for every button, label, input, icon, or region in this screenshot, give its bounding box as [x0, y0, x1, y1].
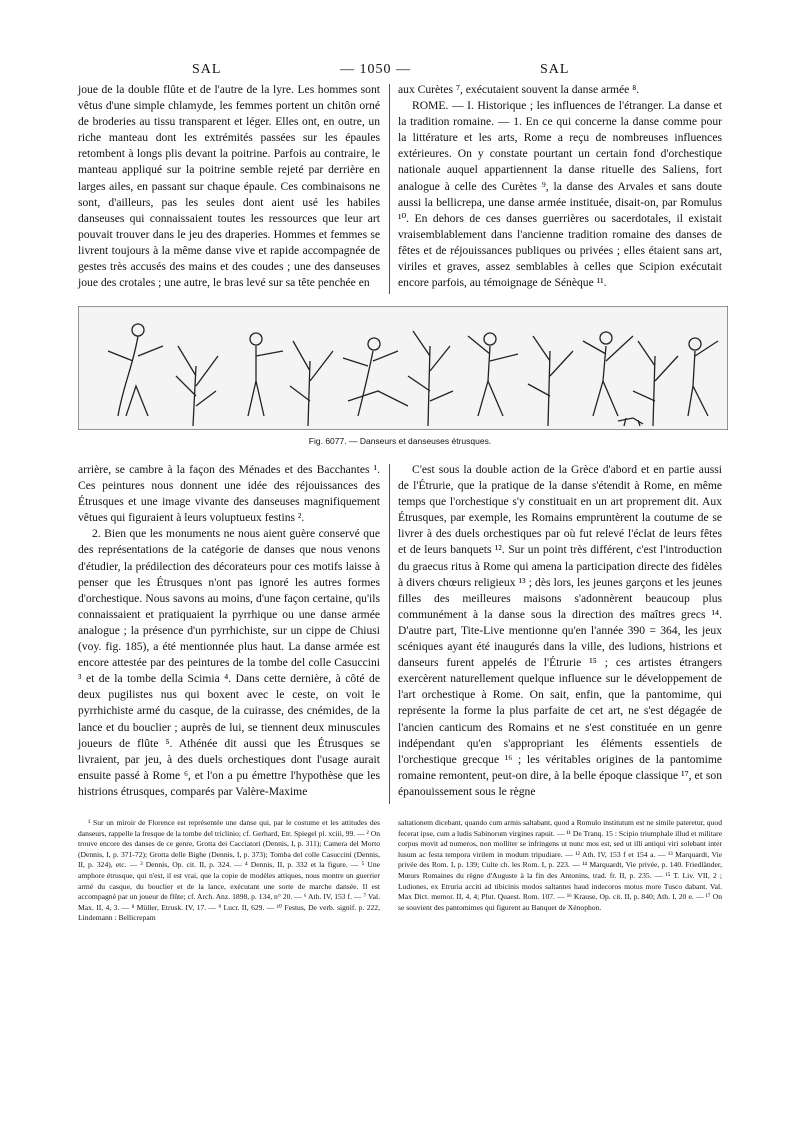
footnotes-left — [78, 818, 380, 924]
paragraph: joue de la double flûte et de l'autre de la lyre. Les hommes sont vêtus d'une simple chlamyde, les femmes portent un chitôn orné de broderies au tissu transparent et léger. Elles ont, en outre, un riche manteau dont les extrémités passées sur les épaules retombent à longs plis devant la poitrine. Parfois au contraire, le manteau appliqué sur la poitrine semble rejeté par derrière en larges ailes, en passant sur chaque épaule. Ces combinaisons ne sont, d'ailleurs, pas les seules dont aient usé les habiles danseuses qui connaissaient toutes les ressources que leur art pouvait trouver dans le jeu des draperies. Hommes et femmes se livrent toujours à la même danse vive et rapide accompagnée de gestes très accusés des mains et des coudes ; une des danseuses joue des crotales ; une autre, le bras levé sur sa tête penchée en — [78, 83, 380, 290]
header-right: SAL — [540, 62, 570, 77]
paragraph: 2. Bien que les monuments ne nous aient guère conservé que des représentations de la catégorie de danses que nous venons d'étudier, la prédilection des décorateurs pour ces motifs laisse à penser que les Étrusques n'ont pas ignoré les autres formes d'orchestique. Nous savons au moins, d'une façon certaine, qu'ils connaissaient et pratiquaient la pyrrhique ou une danse armée analogue ; la présence d'un pyrrhichiste, sur un cippe de Chiusi (voy. fig. 185), a été mentionnée plus haut. La danse armée est encore attestée par des peintures de la tombe del colle Casuccini ³ et de la tombe della Scimia ⁴. Dans cette dernière, à côté de deux pugilistes nus qui boxent avec le ceste, on voit le pyrrhichiste armé du casque, de la cuirasse, des cnémides, de la lance et du bouclier ; auprès de lui, se tiennent deux minuscules joueurs de flûte ⁵. Athénée dit aussi que les Étrusques se livraient, par jeu, à des duels orchestiques dont l'usage aurait ensuite passé à Rome ⁶, et l'on a pu émettre l'hypothèse que les histrions étrusques, comparés par Valère-Maxime — [78, 527, 380, 798]
paragraph: ROME. — I. Historique ; les influences de l'étranger. La danse et la tradition romaine. — 1. En ce qui concerne la danse comme pour la littérature et les arts, Rome a reçu de nombreuses influences extérieures. On y constate pourtant un certain fond d'orchestique nationale auquel appartiennent la danse rituelle des Saliens, fort analogue à celle des Curètes ⁹, la danse des Arvales et sans doute aussi la bellicrepa, une danse armée instituée, disait-on, par Romulus ¹⁰. En dehors de ces danses guerrières ou sacerdotales, il existait vraisemblablement dans l'ancienne tradition romaine des danses de fêtes et de réjouissances publiques ou privées ; elles étaient sans art, viriles et graves, assez semblables à celles que Scipion exécutait encore parfois, au témoignage de Sénèque ¹¹. — [398, 99, 722, 290]
header-left: SAL — [192, 62, 222, 77]
page-number: — 1050 — — [340, 62, 411, 77]
bottom-right-column — [398, 462, 722, 800]
etruscan-dancers-illustration — [78, 306, 728, 430]
figure-caption: Fig. 6077. — Danseurs et danseuses étrusques. — [308, 436, 492, 446]
paragraph: aux Curètes ⁷, exécutaient souvent la danse armée ⁸. — [398, 83, 640, 96]
column-divider-top — [389, 84, 390, 294]
footnote-text: saltationem dicebant, quando cum armis saltabant, quod a Romulo institutum est ne simile pateretur, quod fecerat ipse, cum a ludis Sabinorum virgines rapuit. — ¹¹ De Tranq. 15 : Scipio triumphale illud et militare corpus movit ad numeros, non molliter se infringens ut nunc mos est, sed ut illi antiqui viri solebant inter lusum ac festa tempora virilem in modum tripudiare. — ¹² Ath. IV, 153 f et 154 a. — ¹³ Marquardt, Vie privée des Rom. I, p. 139; Culte ch. les Rom. I, p. 223. — ¹⁴ Marquardt, Vie privée, p. 140. Friedländer, Mœurs Romaines du règne d'Auguste à la fin des Antonins, trad. fr. II, p. 235. — ¹⁵ T. Liv. VII, 2 ; Ludiones, ex Etruria acciti ad tibicinis modos saltantes haud indecoros motus more Tusco dabant. Val. Max Dict. memor. II, 4, 4; Plut. Quaest. Rom. 107. — ¹⁶ Krause, Op. cit. II, p. 840; Ath. I, 20 e. — ¹⁷ On se souvient des pantomimes qui figurent au Banquet de Xénophon. — [398, 818, 722, 912]
footnotes-right — [398, 818, 722, 913]
paragraph: arrière, se cambre à la façon des Ménades et des Bacchantes ¹. Ces peintures nous donnent une idée des réjouissances des Étrusques et une image vivante des danseuses magnifiquement vêtues qui figuraient à leurs voluptueux festins ². — [78, 463, 380, 525]
top-right-column — [398, 82, 722, 291]
top-left-column — [78, 82, 380, 291]
bottom-left-column — [78, 462, 380, 800]
column-divider-bottom — [389, 464, 390, 804]
footnote-text: ¹ Sur un miroir de Florence est représentée une danse qui, par le costume et les attitudes des danseurs, rappelle la fresque de la tombe del triclinio; cf. Gerhard, Etr. Spiegel pl. xciii, 99. — ² On trouve encore des danses de ce genre, Grotta dei Cacciatori (Dennis, I, p. 311); Camera del Morto (Dennis, I, p. 371-72); Grotta delle Bighe (Dennis, I, p. 373); Tomba del colle Casuccini (Dennis, II, p. 324), etc. — ³ Dennis, Op. cit. II, p. 324. — ⁴ Dennis, II, p. 332 et la figure. — ⁵ Une amphore étrusque, qui n'est, il est vrai, que la copie de modèles attiques, nous montre un guerrier armé du casque, du bouclier et de la lance, exécutant une sorte de marche dansée. Il est accompagné par un joueur de flûte; cf. Arch. Anz. 1898, p. 134, n° 20. — ⁶ Ath. IV, 153 f. — ⁷ Val. Max. II, 4, 3. — ⁸ Müller, Etrusk. IV, 17. — ⁹ Lucr. II, 629. — ¹⁰ Festus, De verb. signif. p. 222, Lindemann : Bellicrepam — [78, 818, 380, 923]
paragraph: C'est sous la double action de la Grèce d'abord et en partie aussi de l'Étrurie, que la pratique de la danse s'étendit à Rome, en même temps que l'orchestique s'y constituait en un art proprement dit. Aux Étrusques, par exemple, les Romains empruntèrent la coutume de se livrer à des duels orchestiques par où fut relevé l'éclat de leurs fêtes et de leurs banquets ¹². Sur un point très différent, c'est l'introduction du graecus ritus à Rome qui amena la participation directe des fidèles à divers chœurs religieux ¹³ ; dès lors, les jeunes garçons et les jeunes filles des meilleures maisons s'adonnèrent beaucoup plus communément à la danse sous la direction des maîtres grecs ¹⁴. D'autre part, Tite-Live mentionne qu'en l'année 390 = 364, les jeux scéniques ayant été inaugurés dans la ville, des ludions, histrions et danseurs furent appelés de l'Étrurie ¹⁵ ; ces artistes étrangers exercèrent naturellement quelque influence sur le développement de l'art orchestique à Rome. On sait, enfin, que la pantomime, qui représente la forme la plus parfaite de cet art, ne s'est dégagée de l'ancien canticum des Romains et ne s'est constituée en un genre indépendant qu'en s'appropriant les éléments essentiels de l'orchestique grecque ¹⁶ ; les véritables origines de la pantomime romaine remontent, peut-on dire, à la belle époque classique ¹⁷, et son épanouissement sous le règne — [398, 463, 722, 798]
